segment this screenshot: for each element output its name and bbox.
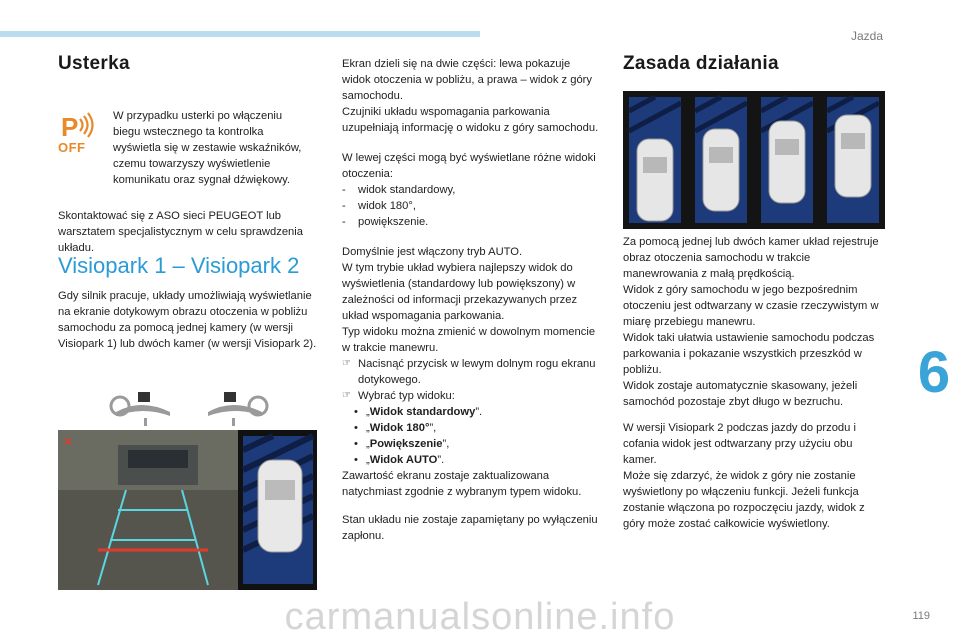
cameras-record-text: Za pomocą jednej lub dwóch kamer układ rejestruje obraz otoczenia samochodu w trakcie manewrowania z małą prędkością. bbox=[623, 236, 879, 280]
screen-update-text: Zawartość ekranu zostaje zaktualizowana natychmiast zgodnie z wybranym typem widoku. bbox=[342, 470, 582, 498]
auto-mode-text: W tym trybie układ wybiera najlepszy widok do wyświetlenia (standardowy lub powiększony) w zależności od informacji przekazywanych przez układ wspomagania parkowania. bbox=[342, 262, 578, 322]
step-select-view: ☞ Wybrać typ widoku: bbox=[342, 388, 600, 404]
visiopark-section bbox=[58, 253, 318, 360]
auto-default-text: Domyślnie jest włączony tryb AUTO. bbox=[342, 246, 523, 258]
right-column bbox=[623, 53, 885, 74]
change-view-text: Typ widoku można zmienić w dowolnym momencie w trakcie manewru. bbox=[342, 326, 596, 354]
realtime-view-text: Widok z góry samochodu w jego bezpośrednim otoczeniu jest odtwarzany w czasie rzeczywistym w miarę przebiegu manewru. bbox=[623, 284, 879, 328]
list-item: - powiększenie. bbox=[342, 214, 600, 230]
list-item: - widok 180°, bbox=[342, 198, 600, 214]
list-item: - widok standardowy, bbox=[342, 182, 600, 198]
views-list bbox=[342, 182, 600, 230]
right-text bbox=[623, 234, 888, 540]
park-sensor-off-icon bbox=[58, 112, 98, 154]
visiopark-intro: Gdy silnik pracuje, układy umożliwiają wyświetlanie na ekranie dotykowym obrazu otoczenia w pobliżu samochodu za pomocą jednej kamery (w wersji Visiopark 1) lub dwóch kamer (w wersji Visiopark 2). bbox=[58, 290, 317, 350]
list-item: • „Widok AUTO”. bbox=[354, 452, 600, 468]
contact-aso-text: Skontaktować się z ASO sieci PEUGEOT lub warsztatem specjalistycznym w celu sprawdzenia układu. bbox=[58, 210, 303, 254]
icon-off-label: OFF bbox=[58, 140, 86, 155]
top-view-note: Może się zdarzyć, że widok z góry nie zostanie wyświetlony po włączeniu funkcji. Jeżeli funkcja zostanie włączona po rozpoczęciu jazdy, widok z góry może zostać całkowicie wyświetlony. bbox=[623, 470, 865, 530]
middle-column bbox=[342, 56, 600, 552]
page-number: 119 bbox=[912, 610, 930, 622]
chapter-number: 6 bbox=[917, 340, 951, 405]
principle-heading: Zasada działania bbox=[623, 53, 779, 74]
list-item: • „Widok standardowy”. bbox=[354, 404, 600, 420]
auto-clear-text: Widok zostaje automatycznie skasowany, jeżeli samochód pozostaje zbyt długo w bezruchu. bbox=[623, 380, 858, 408]
views-intro: W lewej części mogą być wyświetlane różne widoki otoczenia: bbox=[342, 152, 596, 180]
fault-description: W przypadku usterki po włączeniu biegu wstecznego ta kontrolka wyświetla się w zestawie wskaźników, czemu towarzyszy wyświetlenie komunikatu oraz sygnał dźwiękowy. bbox=[113, 110, 302, 186]
step-press-button: ☞ Nacisnąć przycisk w lewym dolnym rogu ekranu dotykowego. bbox=[342, 356, 600, 388]
svg-text:×: × bbox=[64, 433, 73, 449]
fault-heading: Usterka bbox=[58, 53, 130, 74]
camera-screen-image bbox=[58, 430, 317, 590]
screen-split-text: Ekran dzieli się na dwie części: lewa pokazuje widok otoczenia w pobliżu, a prawa – widok z góry samochodu. bbox=[342, 58, 592, 102]
view-types-list bbox=[342, 404, 600, 468]
sensors-text: Czujniki układu wspomagania parkowania uzupełniają informację o widoku z góry samochodu. bbox=[342, 106, 599, 134]
top-view-sequence-image bbox=[623, 91, 885, 229]
state-not-saved-text: Stan układu nie zostaje zapamiętany po wyłączeniu zapłonu. bbox=[342, 514, 598, 542]
top-accent-bar bbox=[0, 31, 480, 37]
section-header: Jazda bbox=[850, 29, 883, 43]
list-item: • „Powiększenie”, bbox=[354, 436, 600, 452]
watermark: carmanualsonline.info bbox=[284, 596, 676, 638]
list-item: • „Widok 180°”, bbox=[354, 420, 600, 436]
svg-text:P: P bbox=[61, 112, 79, 142]
visiopark-heading: Visiopark 1 – Visiopark 2 bbox=[58, 253, 300, 278]
parking-help-text: Widok taki ułatwia ustawienie samochodu podczas parkowania i pokazanie wszystkich przeszkód w pobliżu. bbox=[623, 332, 875, 376]
visiopark2-text: W wersji Visiopark 2 podczas jazdy do przodu i cofania widok jest odtwarzany przy użyciu obu kamer. bbox=[623, 422, 856, 466]
camera-icons bbox=[108, 390, 273, 435]
left-column bbox=[58, 53, 313, 74]
